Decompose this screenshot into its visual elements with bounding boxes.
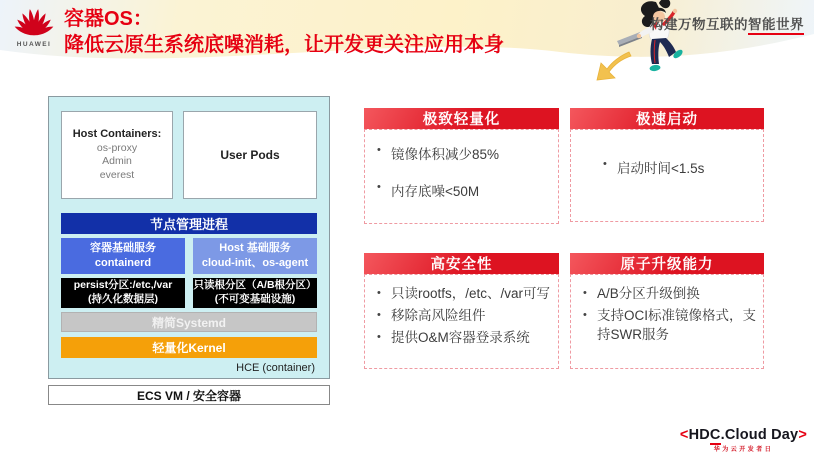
kernel-bar: 轻量化Kernel xyxy=(61,337,317,358)
persist-partition-box xyxy=(61,278,185,308)
readonly-partition-sublabel: (不可变基础设施) xyxy=(214,293,296,305)
hdc-chinese-subtext: 华为云开发者日 xyxy=(713,447,774,453)
feature-card-body xyxy=(570,274,764,369)
hdc-cloud-day-logo xyxy=(680,427,807,453)
host-containers-title: Host Containers: xyxy=(72,127,162,140)
host-container-item: Admin xyxy=(102,155,132,168)
container-service-label: 容器基础服务 xyxy=(90,242,156,255)
hdc-text: HD xyxy=(688,427,710,443)
feature-bullet: • 镜像体积减少85% xyxy=(369,143,552,163)
feature-card-title: 高安全性 xyxy=(364,253,559,274)
feature-card-lightweight xyxy=(364,108,559,224)
title-line1: 容器OS： xyxy=(64,8,153,30)
feature-bullet: • 移除高风险组件 xyxy=(369,307,552,326)
systemd-bar: 精简Systemd xyxy=(61,312,317,332)
corporate-slogan xyxy=(650,13,804,33)
ecs-vm-box: ECS VM / 安全容器 xyxy=(48,385,330,405)
feature-bullet: • A/B分区升级倒换 xyxy=(575,285,757,304)
cloudinit-osagent-label: cloud-init、os-agent xyxy=(201,257,309,269)
containerd-label: containerd xyxy=(94,257,152,269)
slogan-underlined: 智能世界 xyxy=(748,17,804,35)
feature-bullet: • 只读rootfs，/etc、/var可写 xyxy=(369,285,552,304)
feature-card-title: 原子升级能力 xyxy=(570,253,764,274)
base-services-row xyxy=(61,238,317,274)
feature-card-title: 极速启动 xyxy=(570,108,764,129)
hce-container-diagram xyxy=(48,96,330,379)
hdc-text-underlined-c: C xyxy=(709,427,721,443)
hdc-bracket-right: > xyxy=(798,427,807,443)
readonly-partition-box xyxy=(193,278,317,308)
host-container-item: os-proxy xyxy=(96,141,138,154)
host-base-service-box xyxy=(193,238,317,274)
readonly-partition-label: 只读根分区（A/B根分区） xyxy=(193,279,317,292)
hdc-wordmark xyxy=(680,427,807,443)
persist-partition-sublabel: (持久化数据层) xyxy=(88,293,158,305)
hce-container-label: HCE (container) xyxy=(236,362,315,374)
user-pods-box: User Pods xyxy=(183,111,317,199)
host-container-item: everest xyxy=(99,168,135,181)
feature-card-body xyxy=(364,274,559,369)
page-title xyxy=(64,6,504,58)
host-service-label: Host 基础服务 xyxy=(219,242,291,255)
slogan-prefix: 构建万物互联的 xyxy=(650,17,748,32)
feature-bullet: • 启动时间<1.5s xyxy=(595,157,757,177)
huawei-logo xyxy=(10,7,58,48)
persist-partition-label: persist分区:/etc,/var xyxy=(73,279,173,292)
feature-card-body xyxy=(364,129,559,224)
feature-bullet: • 内存底噪<50M xyxy=(369,180,552,200)
partitions-row xyxy=(61,278,317,308)
feature-card-fast-boot xyxy=(570,108,764,224)
huawei-wordmark: HUAWEI xyxy=(16,41,52,48)
pods-row xyxy=(61,111,317,199)
title-line2: 降低云原生系统底噪消耗，让开发更关注应用本身 xyxy=(64,34,504,56)
hdc-text: .Cloud Day xyxy=(720,427,799,443)
container-base-service-box xyxy=(61,238,185,274)
feature-bullet: • 支持OCI标准镜像格式，支持SWR服务 xyxy=(575,307,757,345)
node-management-bar: 节点管理进程 xyxy=(61,213,317,234)
feature-card-security xyxy=(364,253,559,369)
host-containers-box xyxy=(61,111,173,199)
hdc-bracket-left: < xyxy=(679,427,689,443)
huawei-flower-icon xyxy=(12,7,56,37)
feature-cards xyxy=(364,108,764,369)
feature-card-body xyxy=(570,129,764,222)
feature-card-atomic-upgrade xyxy=(570,253,764,369)
feature-bullet: • 提供O&M容器登录系统 xyxy=(369,329,552,348)
feature-card-title: 极致轻量化 xyxy=(364,108,559,129)
